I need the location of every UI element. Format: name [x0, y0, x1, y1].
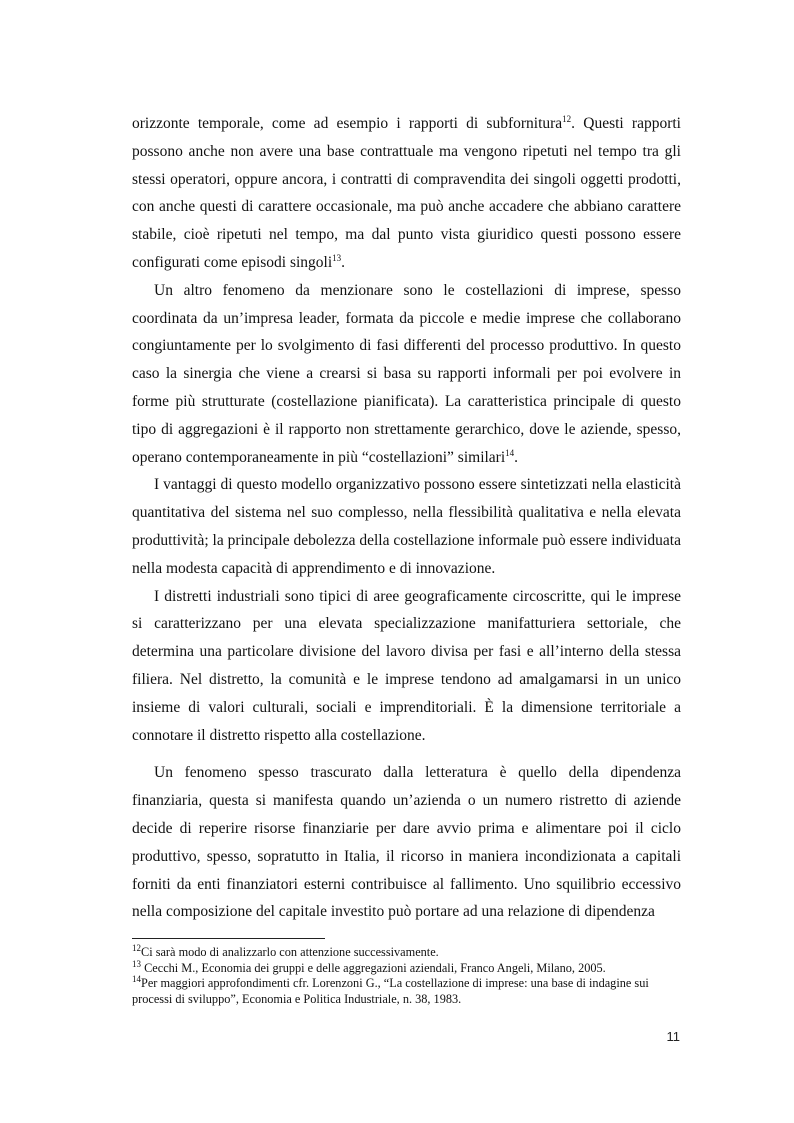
footnote-text: Cecchi M., Economia dei gruppi e delle aggregazioni aziendali, Franco Angeli, Milano, 2005. — [141, 960, 606, 975]
paragraph-2 — [132, 277, 681, 472]
footnote-text: Ci sarà modo di analizzarlo con attenzione successivamente. — [141, 945, 439, 959]
paragraph-2-text-a: Un altro fenomeno da menzionare sono le costellazioni di imprese, spesso coordinata da un’impresa leader, formata da piccole e medie imprese che collaborano congiuntamente per lo svolgimento di fasi differenti del processo produttivo. In questo caso la sinergia che viene a crearsi si basa su rapporti informali per poi evolvere in forme più strutturate (costellazione pianificata). La caratteristica principale di questo tipo di aggregazioni è il rapporto non strettamente gerarchico, dove le aziende, spesso, operano contemporaneamente in più “costellazioni” similari — [132, 281, 681, 466]
paragraph-2-text-b: . — [514, 448, 519, 466]
footnote-ref-14: 14 — [505, 447, 515, 458]
paragraph-3-text: I vantaggi di questo modello organizzativo possono essere sintetizzati nella elasticità quantitativa del sistema nel suo complesso, nella flessibilità qualitativa e nella elevata produttività; la principale debolezza della costellazione informale può essere individuata nella modesta capacità di apprendimento e di innovazione. — [132, 476, 681, 577]
paragraph-1 — [132, 110, 681, 277]
paragraph-4 — [132, 583, 681, 750]
paragraph-5-text: Un fenomeno spesso trascurato dalla letteratura è quello della dipendenza finanziaria, questa si manifesta quando un’azienda o un numero ristretto di aziende decide di reperire risorse finanziarie per dare avvio prima e alimentare poi il ciclo produttivo, spesso, sopratutto in Italia, il ricorso in maniera incondizionata a capitali forniti da enti finanziatori esterni contribuisce al fallimento. Uno squilibrio eccessivo nella composizione del capitale investito può portare ad una relazione di dipendenza — [132, 764, 681, 921]
body-text — [132, 110, 681, 926]
footnotes — [132, 942, 681, 1007]
footnote-number: 13 — [132, 958, 141, 969]
footnote-ref-13: 13 — [332, 252, 342, 263]
footnote-number: 14 — [132, 973, 141, 984]
paragraph-5 — [132, 759, 681, 926]
footnote-14 — [132, 973, 681, 1007]
page-number: 11 — [666, 1029, 680, 1044]
footnote-12 — [132, 942, 681, 961]
paragraph-1-text-a: orizzonte temporale, come ad esempio i rapporti di subfornitura — [132, 115, 563, 132]
paragraph-3 — [132, 471, 681, 582]
footnote-separator — [132, 938, 325, 939]
footnote-number: 12 — [132, 942, 141, 953]
paragraph-1-text-c: . — [341, 253, 346, 271]
paragraph-4-text: I distretti industriali sono tipici di aree geograficamente circoscritte, qui le imprese si caratterizzano per una elevata specializzazione manifatturiera settoriale, che determina una particolare divisione del lavoro divisa per fasi e all’interno della stessa filiera. Nel distretto, la comunità e le imprese tendono ad amalgamarsi in un unico insieme di valori culturali, sociali e imprenditoriali. È la dimensione territoriale a connotare il distretto rispetto alla costellazione. — [132, 587, 681, 744]
footnote-text: Per maggiori approfondimenti cfr. Lorenzoni G., “La costellazione di imprese: una base di indagine sui processi di sviluppo”, Economia e Politica Industriale, n. 38, 1983. — [132, 976, 649, 1006]
footnote-13 — [132, 958, 681, 977]
footnote-ref-12: 12 — [562, 113, 572, 124]
paragraph-1-text-b: . Questi rapporti possono anche non avere una base contrattuale ma vengono ripetuti nel tempo tra gli stessi operatori, oppure ancora, i contratti di compravendita dei singoli oggetti prodotti, con anche questi di carattere occasionale, ma può anche accadere che abbiano carattere stabile, cioè ripetuti nel tempo, ma dal punto vista giuridico questi possono essere configurati come episodi singoli — [132, 115, 681, 271]
